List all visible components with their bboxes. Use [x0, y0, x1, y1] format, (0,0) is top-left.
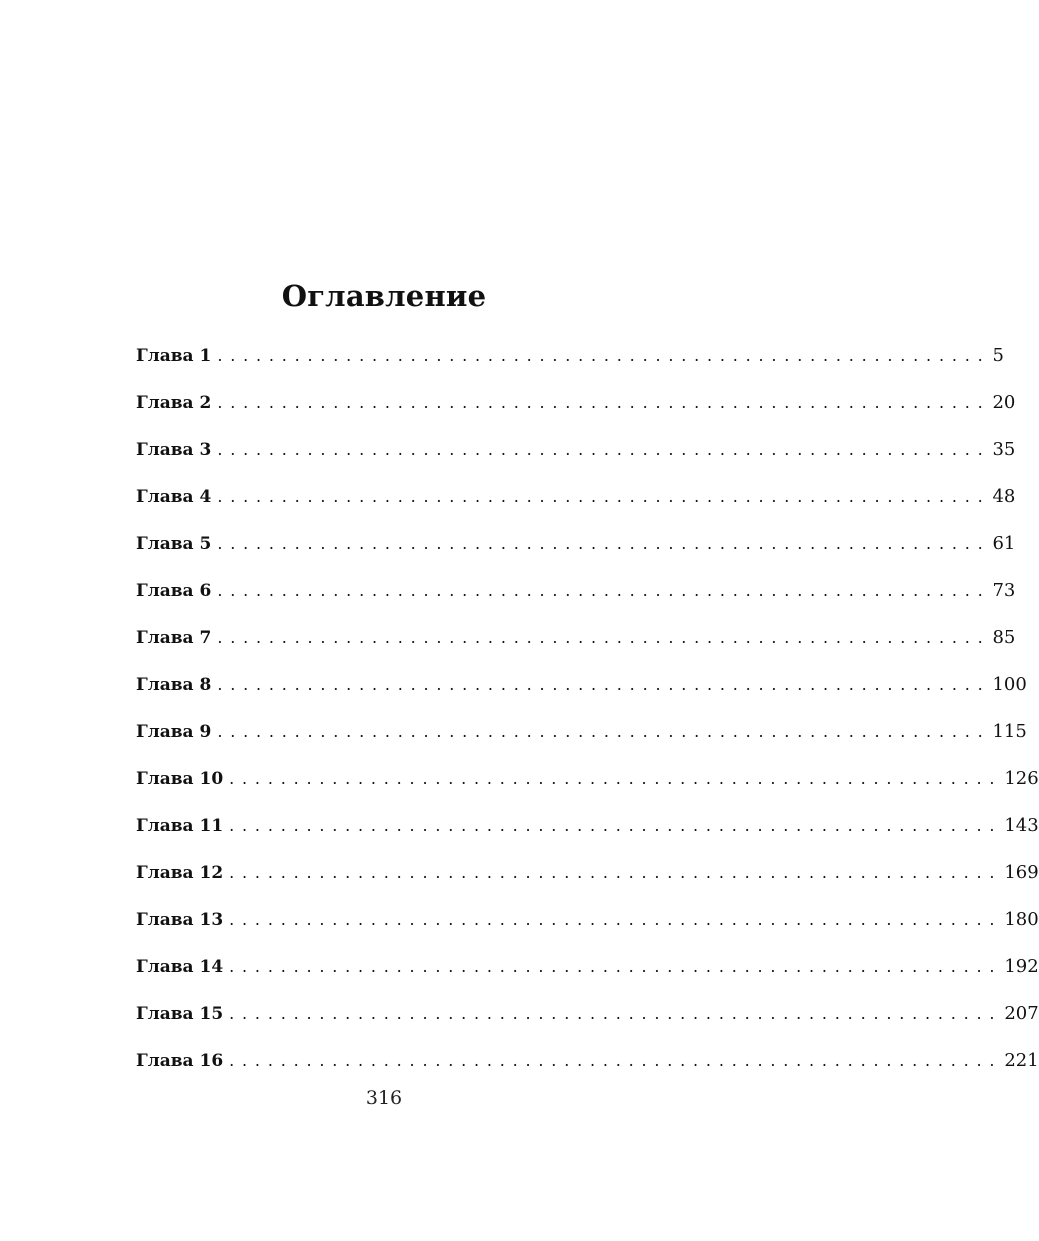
toc-entry-label: Глава 9: [136, 721, 212, 742]
toc-entry[interactable]: [136, 755, 1039, 802]
toc-entry-label: Глава 1: [136, 345, 212, 366]
toc-entry-page: 143: [1004, 814, 1039, 836]
toc-entry[interactable]: [136, 990, 1039, 1037]
toc-entry[interactable]: [136, 896, 1039, 943]
toc-entry-page: 61: [992, 532, 1016, 554]
dot-leader: ............................................................: [229, 862, 1003, 882]
toc-entry-page: 180: [1004, 908, 1039, 930]
toc-entry[interactable]: [136, 614, 1016, 661]
toc-entry-page: 5: [992, 344, 1004, 366]
toc-entry[interactable]: [136, 943, 1039, 990]
toc-entry-page: 115: [992, 720, 1027, 742]
toc-entry-label: Глава 13: [136, 909, 224, 930]
dot-leader: ............................................................: [217, 721, 991, 741]
toc-entry-page: 126: [1004, 767, 1039, 789]
page-title: Оглавление: [281, 279, 487, 314]
dot-leader: ............................................................: [217, 627, 991, 647]
toc-entry[interactable]: [136, 520, 1016, 567]
dot-leader: ............................................................: [217, 533, 991, 553]
toc-entry[interactable]: [136, 802, 1039, 849]
toc-entry-label: Глава 15: [136, 1003, 224, 1024]
toc-entry-label: Глава 4: [136, 486, 212, 507]
dot-leader: ............................................................: [217, 580, 991, 600]
toc-entry-label: Глава 2: [136, 392, 212, 413]
toc-entry-page: 100: [992, 673, 1027, 695]
toc-entry-label: Глава 7: [136, 627, 212, 648]
toc-entry[interactable]: [136, 473, 1016, 520]
dot-leader: ............................................................: [217, 486, 991, 506]
dot-leader: ............................................................: [229, 768, 1003, 788]
dot-leader: ............................................................: [229, 956, 1003, 976]
toc-entry-label: Глава 11: [136, 815, 224, 836]
toc-entry-label: Глава 8: [136, 674, 212, 695]
dot-leader: ............................................................: [217, 439, 991, 459]
dot-leader: ............................................................: [217, 674, 991, 694]
toc-entry[interactable]: [136, 332, 1004, 379]
dot-leader: ............................................................: [229, 815, 1003, 835]
toc-entry[interactable]: [136, 1037, 1039, 1084]
dot-leader: ............................................................: [217, 392, 991, 412]
toc-entry[interactable]: [136, 661, 1027, 708]
toc-entry-label: Глава 5: [136, 533, 212, 554]
toc-entry-label: Глава 10: [136, 768, 224, 789]
toc-entry-page: 20: [992, 391, 1016, 413]
toc-entry-page: 192: [1004, 955, 1039, 977]
toc-entry-page: 48: [992, 485, 1016, 507]
toc-entry-label: Глава 3: [136, 439, 212, 460]
dot-leader: ............................................................: [229, 1050, 1003, 1070]
toc-entry-page: 73: [992, 579, 1016, 601]
toc-entry-page: 169: [1004, 861, 1039, 883]
toc-entry[interactable]: [136, 849, 1039, 896]
dot-leader: ............................................................: [229, 909, 1003, 929]
toc-entry-label: Глава 12: [136, 862, 224, 883]
toc-entry-page: 221: [1004, 1049, 1039, 1071]
dot-leader: ............................................................: [229, 1003, 1003, 1023]
toc-entry-label: Глава 14: [136, 956, 224, 977]
toc-entry-page: 207: [1004, 1002, 1039, 1024]
dot-leader: ............................................................: [217, 345, 991, 365]
toc-entry[interactable]: [136, 567, 1016, 614]
toc-entry-label: Глава 6: [136, 580, 212, 601]
toc-entry-page: 35: [992, 438, 1016, 460]
page-number: 316: [365, 1087, 403, 1109]
toc-entry-page: 85: [992, 626, 1016, 648]
toc-entry-label: Глава 16: [136, 1050, 224, 1071]
toc-entry[interactable]: [136, 708, 1027, 755]
table-of-contents: [136, 332, 1039, 1084]
toc-entry[interactable]: [136, 379, 1016, 426]
toc-entry[interactable]: [136, 426, 1016, 473]
